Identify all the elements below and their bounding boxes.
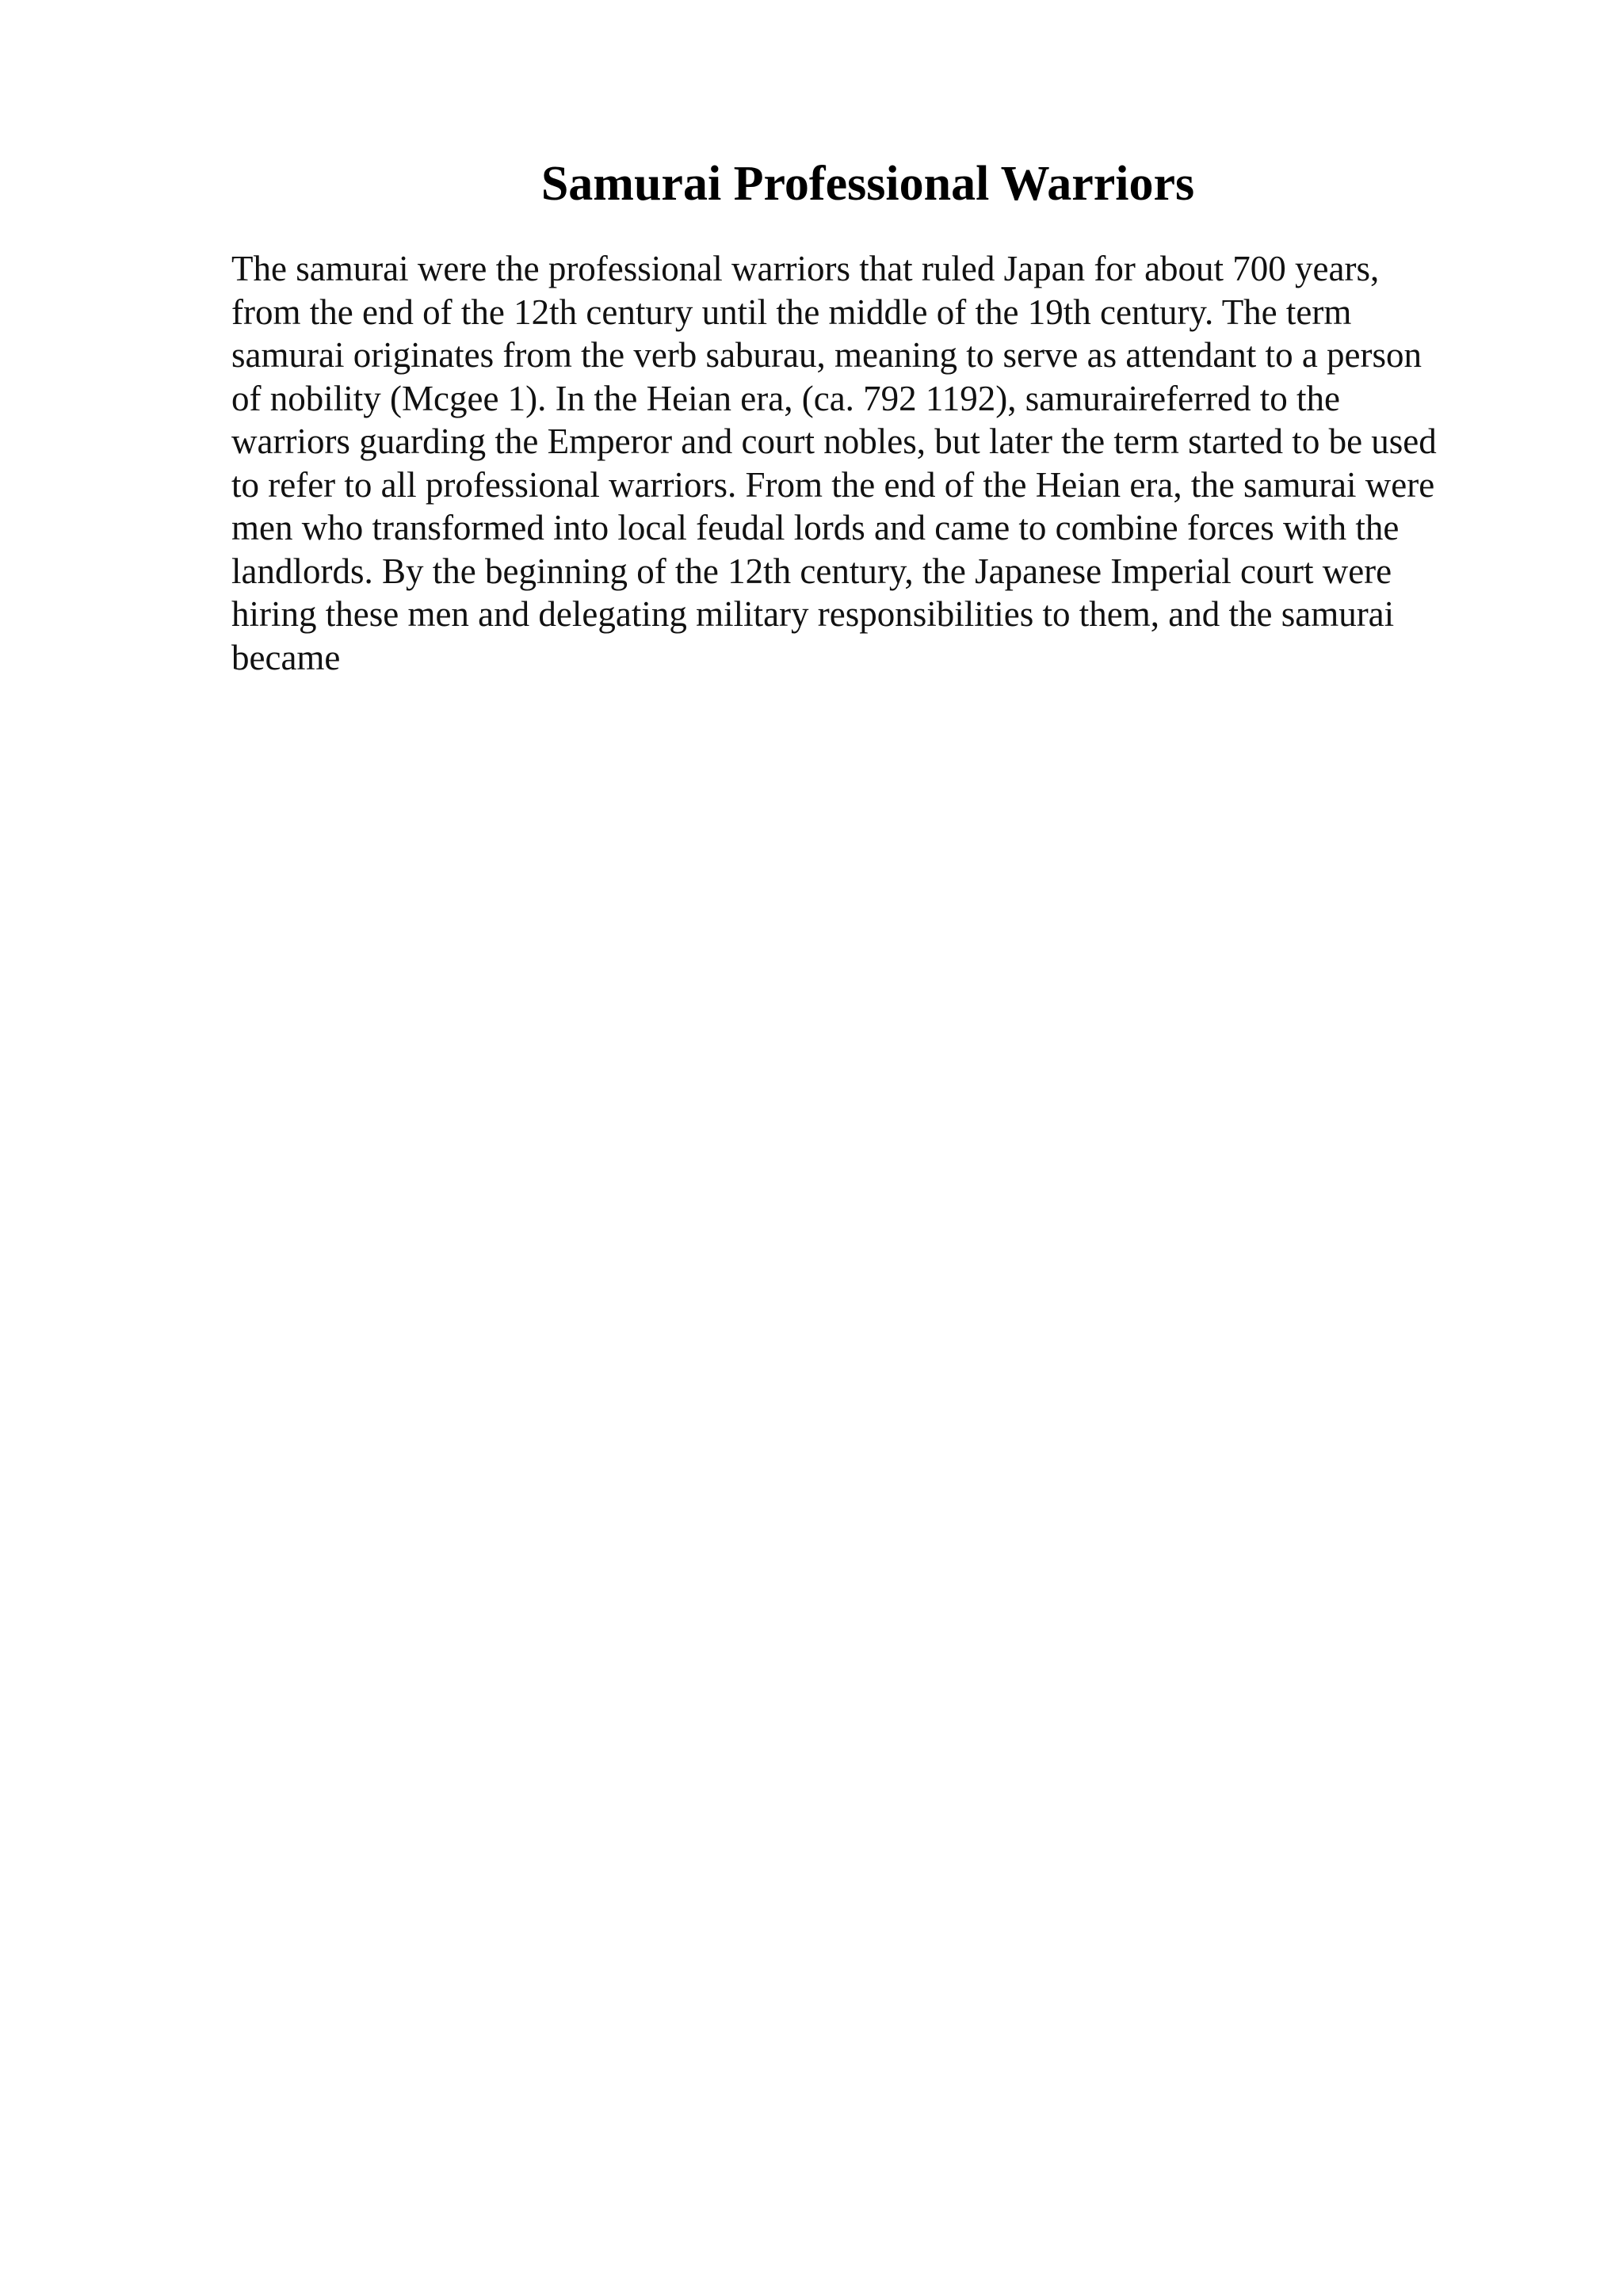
body-line: of nobility (Mcgee 1). In the Heian era, (ca. 792 1192), samuraireferred to the xyxy=(231,378,1341,418)
body-line: warriors guarding the Emperor and court nobles, but later the term started to be used xyxy=(231,421,1437,461)
body-line: from the end of the 12th century until the middle of the 19th century. The term xyxy=(231,292,1352,332)
body-line: hiring these men and delegating military responsibilities to them, and the samurai xyxy=(231,594,1395,634)
body-line: samurai originates from the verb saburau, meaning to serve as attendant to a person xyxy=(231,335,1423,375)
body-line: became xyxy=(231,637,341,677)
body-line: men who transformed into local feudal lords and came to combine forces with the xyxy=(231,508,1400,547)
body-line: landlords. By the beginning of the 12th century, the Japanese Imperial court were xyxy=(231,551,1392,591)
document-body-paragraph xyxy=(231,247,1515,679)
document-title: Samurai Professional Warriors xyxy=(540,157,1195,211)
body-line: to refer to all professional warriors. From the end of the Heian era, the samurai were xyxy=(231,464,1435,505)
body-line: The samurai were the professional warriors that ruled Japan for about 700 years, xyxy=(231,249,1380,288)
